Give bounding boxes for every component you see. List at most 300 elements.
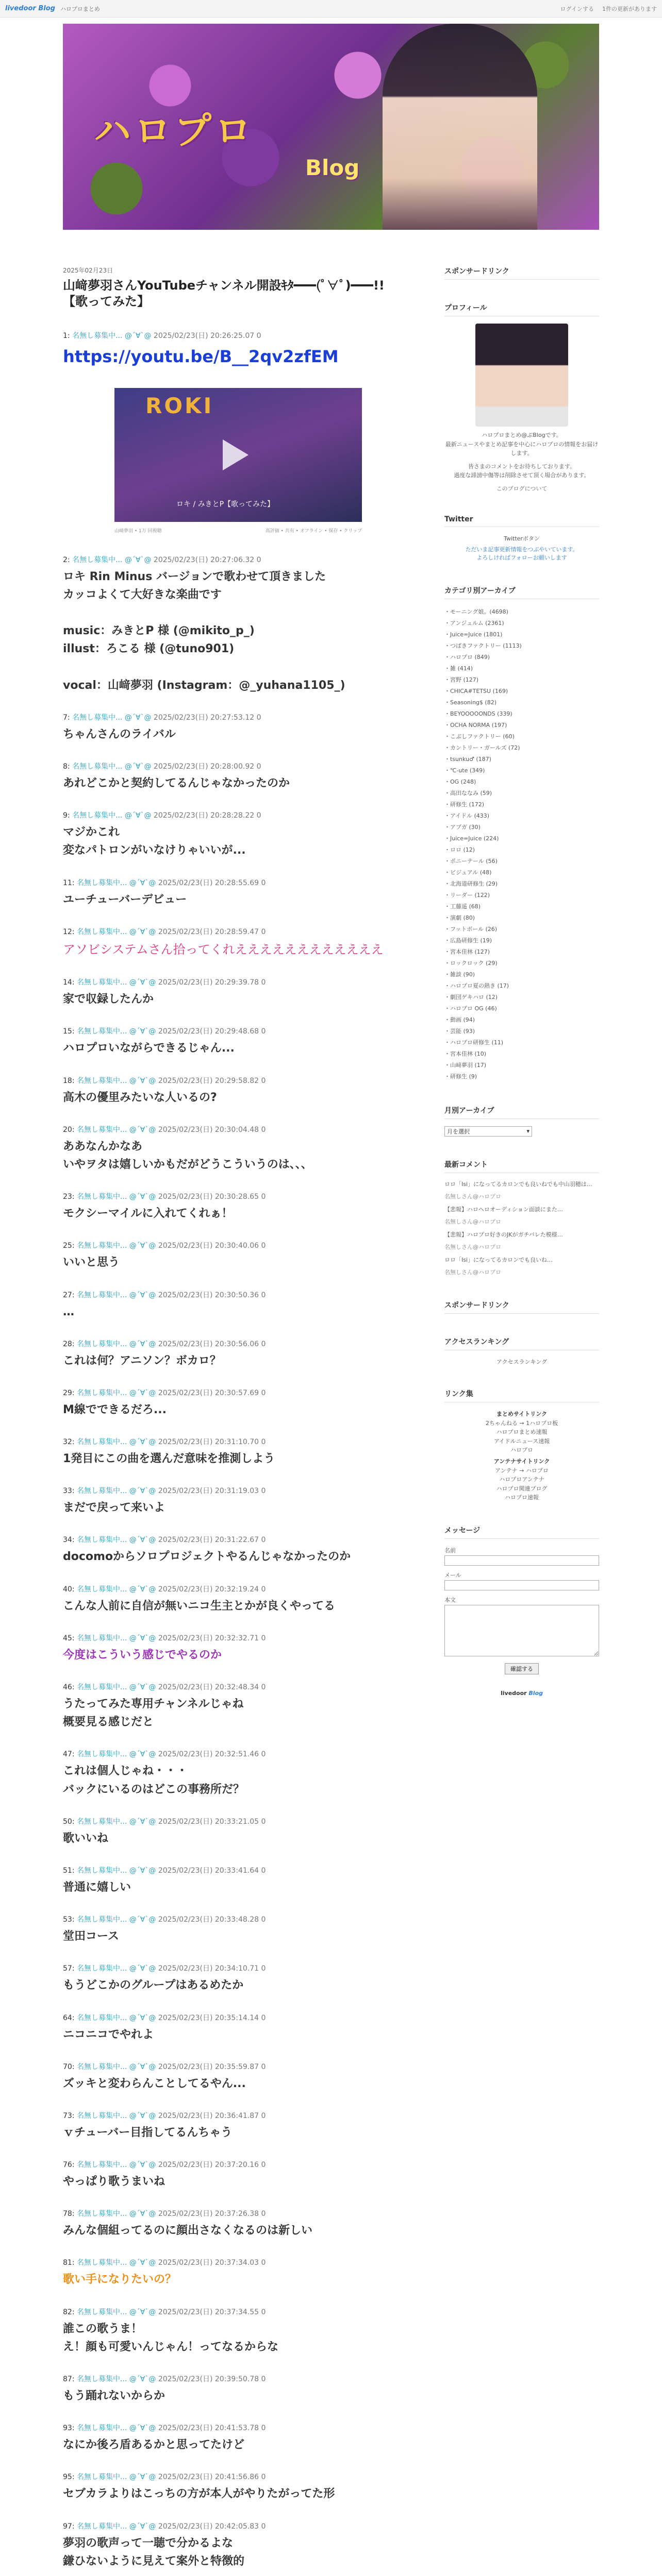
category-item[interactable]: ・ リーダー (122): [444, 890, 599, 901]
access-ranking-heading: アクセスランキング: [444, 1336, 599, 1350]
comment-author[interactable]: 名無し募集中...: [72, 555, 123, 564]
category-item[interactable]: ・ カントリー・ガールズ (72): [444, 742, 599, 754]
category-item[interactable]: ・ 広島研修生 (19): [444, 935, 599, 946]
recent-comment-author[interactable]: 名無しさん@ハロプロ: [444, 1218, 501, 1226]
comment-item: [63, 761, 393, 792]
comment-meta: [63, 1485, 393, 1496]
links-heading: リンク集: [444, 1388, 599, 1402]
recent-comment-link[interactable]: ロロ「Isi」になってるカロンでも良いね…: [444, 1256, 553, 1263]
comment-date: 2025/02/23(日) 20:30:40.06 0: [158, 1242, 266, 1250]
comment-author[interactable]: 名無し募集中...: [76, 2308, 127, 2316]
comment-number: 29:: [63, 1388, 75, 1397]
comment-date: 2025/02/23(日) 20:28:59.47 0: [158, 927, 266, 936]
sponsor-heading: スポンサードリンク: [444, 266, 599, 280]
comment-meta: [63, 2110, 393, 2121]
comment-author[interactable]: 名無し募集中...: [76, 1076, 127, 1085]
comment-meta: [63, 1914, 393, 1924]
comment-date: 2025/02/23(日) 20:33:48.28 0: [158, 1916, 266, 1924]
comment-item: [63, 2208, 393, 2240]
comment-date: 2025/02/23(日) 20:26:25.07 0: [153, 332, 261, 341]
comment-id: @ˊ∀ˋ@: [129, 2210, 156, 2218]
category-item[interactable]: ・ ハロプロ夏の熱き (17): [444, 980, 599, 992]
comment-author[interactable]: 名無し募集中...: [76, 1536, 127, 1545]
category-item[interactable]: ・ BEYOOOOONDS (339): [444, 708, 599, 720]
sidebar: [444, 230, 599, 2576]
comment-date: 2025/02/23(日) 20:37:26.38 0: [158, 2210, 266, 2218]
comment-date: 2025/02/23(日) 20:42:05.83 0: [158, 2522, 266, 2531]
chevron-down-icon: ▾: [526, 1128, 529, 1135]
blogroll-link[interactable]: ハロプロまとめ速報: [496, 1429, 548, 1436]
comment-body: アソビシステムさん拾ってくれええええええええええええ: [63, 942, 384, 957]
comment-author[interactable]: 名無し募集中...: [76, 1817, 127, 1826]
twitter-button[interactable]: Twitterボタン: [504, 535, 540, 542]
category-item[interactable]: ・ 宮本佳林 (10): [444, 1048, 599, 1060]
recent-comment-author[interactable]: 名無しさん@ハロプロ: [444, 1269, 501, 1276]
category-item[interactable]: ・ 芸能 (93): [444, 1026, 599, 1037]
comment-body: なにか後ろ盾あるかと思ってたけど: [63, 2438, 245, 2452]
comment-author[interactable]: 名無し募集中...: [76, 1964, 127, 1973]
category-item[interactable]: ・ 演劇 (80): [444, 912, 599, 924]
comment-meta: [63, 1240, 393, 1250]
comment-item: [63, 2159, 393, 2191]
comment-meta: [63, 1387, 393, 1398]
comment-author[interactable]: 名無し募集中...: [76, 978, 127, 987]
comment-date: 2025/02/23(日) 20:31:22.67 0: [158, 1536, 266, 1545]
header-banner[interactable]: [63, 24, 599, 230]
comment-item: [63, 2012, 393, 2044]
blogroll-link[interactable]: ハロプロアンテナ: [499, 1476, 544, 1483]
comment-date: 2025/02/23(日) 20:37:34.03 0: [158, 2259, 266, 2267]
category-item[interactable]: ・ アイドル (433): [444, 810, 599, 822]
name-input[interactable]: [444, 1555, 599, 1566]
comment-author[interactable]: 名無し募集中...: [76, 1193, 127, 1201]
comment-item: [63, 2307, 393, 2356]
updates-link[interactable]: 1件の更新があります: [602, 5, 657, 12]
comment-item: [63, 810, 393, 859]
category-item[interactable]: ・ ロックロック (29): [444, 958, 599, 969]
comment-body: 普通に嬉しい: [63, 1880, 131, 1894]
youtube-link[interactable]: https://youtu.be/B__2qv2zfEM: [63, 347, 339, 367]
comment-number: 46:: [63, 1683, 75, 1692]
comment-item: [63, 1338, 393, 1370]
blogroll-link[interactable]: 2ちゃんねる → 1ハロプロ板: [485, 1419, 558, 1427]
comment-body: M線でできるだろ...: [63, 1403, 167, 1416]
comment-item: [63, 1240, 393, 1272]
comment-date: 2025/02/23(日) 20:31:19.03 0: [158, 1487, 266, 1496]
recent-comment-link[interactable]: 【悲報】ハロヘロオーディション面談にまた…: [444, 1206, 563, 1213]
comment-item: [63, 977, 393, 1008]
comment-number: 78:: [63, 2210, 75, 2218]
video-caption: ロキ / みきとP【歌ってみた】: [176, 500, 275, 509]
twitter-heading: Twitter: [444, 515, 599, 527]
comment-number: 51:: [63, 1866, 75, 1875]
blogroll-link[interactable]: ハロプロ速報: [505, 1494, 539, 1501]
comment-meta: [63, 1338, 393, 1349]
comment-number: 40:: [63, 1585, 75, 1594]
access-ranking-image[interactable]: アクセスランキング: [496, 1358, 548, 1365]
comment-item: [63, 2471, 393, 2503]
comment-id: @ˊ∀ˋ@: [124, 555, 152, 564]
body-label: 本文: [444, 1596, 456, 1603]
profile-image: [475, 324, 568, 427]
category-item[interactable]: ・ ハロプロ (849): [444, 652, 599, 663]
comment-number: 47:: [63, 1750, 75, 1759]
recent-comments-heading: 最新コメント: [444, 1159, 599, 1173]
category-item[interactable]: ・ 研修生 (9): [444, 1071, 599, 1082]
comment-date: 2025/02/23(日) 20:39:50.78 0: [158, 2375, 266, 2384]
comment-author[interactable]: 名無し募集中...: [76, 1242, 127, 1250]
comment-meta: [63, 1290, 393, 1300]
comment-id: @ˊ∀ˋ@: [129, 1964, 156, 1973]
comment-meta: [63, 1534, 393, 1545]
video-actions[interactable]: 高評価 • 共有 • オフライン • 保存 • クリップ: [265, 528, 362, 534]
comment-author[interactable]: 名無し募集中...: [76, 1438, 127, 1447]
category-item[interactable]: ・ こぶしファクトリー (60): [444, 731, 599, 742]
comment-number: 9:: [63, 811, 70, 820]
top-bar: [0, 0, 662, 18]
comment-body: あれどこかと契約してるんじゃなかったのか: [63, 777, 290, 790]
comment-item: [63, 1290, 393, 1321]
comment-author[interactable]: 名無し募集中...: [76, 1750, 127, 1759]
comment-meta: [63, 712, 393, 722]
comment-date: 2025/02/23(日) 20:35:59.87 0: [158, 2062, 266, 2071]
category-item[interactable]: ・ フットボール (26): [444, 924, 599, 935]
comment-id: @ˊ∀ˋ@: [129, 1388, 156, 1397]
comment-id: @ˊ∀ˋ@: [129, 1866, 156, 1875]
comment-author[interactable]: 名無し募集中...: [76, 1487, 127, 1496]
comment-number: 7:: [63, 713, 70, 722]
comment-item: [63, 877, 393, 909]
post-title[interactable]: 山﨑夢羽さんYouTubeチャンネル開設ｷﾀ━━━(ﾟ∀ﾟ)━━━!!【歌ってみた】: [63, 278, 385, 309]
comment-date: 2025/02/23(日) 20:28:55.69 0: [158, 878, 266, 887]
comment-body: マジかこれ 変なパトロンがいなけりゃいいが...: [63, 826, 246, 857]
comment-meta: [63, 810, 393, 820]
comment-number: 15:: [63, 1027, 75, 1036]
comment-meta: [63, 1682, 393, 1692]
comment-body: 歌いいね: [63, 1832, 109, 1845]
comment-author[interactable]: 名無し募集中...: [72, 713, 123, 722]
comment-number: 76:: [63, 2161, 75, 2170]
comment-date: 2025/02/23(日) 20:27:06.32 0: [153, 555, 261, 564]
comment-date: 2025/02/23(日) 20:29:48.68 0: [158, 1027, 266, 1036]
category-item[interactable]: ・ 動画 (94): [444, 1014, 599, 1026]
comment-body: もう踊れないからか: [63, 2389, 166, 2403]
category-item[interactable]: ・ ポニーテール (56): [444, 856, 599, 867]
comment-body: モクシーマイルに入れてくれぁ！: [63, 1207, 233, 1221]
recent-comment-link[interactable]: 【悲報】ハロプロ好きのJKがガチバレた模様…: [444, 1231, 563, 1238]
comment-author[interactable]: 名無し募集中...: [76, 2062, 127, 2071]
comment-id: @ˊ∀ˋ@: [129, 1487, 156, 1496]
comment-number: 28:: [63, 1340, 75, 1348]
category-item[interactable]: ・ Juice=Juice (1801): [444, 629, 599, 640]
comment-meta: [63, 1963, 393, 1973]
comment-item: [63, 1633, 393, 1664]
comment-number: 8:: [63, 762, 70, 771]
comment-date: 2025/02/23(日) 20:28:28.22 0: [153, 811, 261, 820]
comment-author[interactable]: 名無し募集中...: [76, 1340, 127, 1348]
category-item[interactable]: ・ 宮本佳林 (127): [444, 946, 599, 958]
comment-number: 27:: [63, 1291, 75, 1299]
category-item[interactable]: ・ 研修生 (172): [444, 799, 599, 810]
comment-item: [63, 1865, 393, 1896]
blogroll-link[interactable]: ハロプロ: [510, 1447, 533, 1454]
comment-author[interactable]: 名無し募集中...: [76, 2111, 127, 2120]
message-textarea[interactable]: [444, 1605, 599, 1656]
comment-meta: [63, 1816, 393, 1826]
confirm-button[interactable]: 確認する: [505, 1663, 539, 1674]
comment-id: @ˊ∀ˋ@: [129, 2473, 156, 2482]
comment-author[interactable]: 名無し募集中...: [76, 1585, 127, 1594]
comment-item: [63, 2374, 393, 2405]
comment-author[interactable]: 名無し募集中...: [76, 2473, 127, 2482]
recent-comment-author[interactable]: 名無しさん@ハロプロ: [444, 1193, 501, 1200]
comment-id: @ˊ∀ˋ@: [129, 1683, 156, 1692]
play-icon[interactable]: [223, 439, 249, 470]
category-item[interactable]: ・ Juice=Juice (224): [444, 833, 599, 844]
link-list: [444, 1410, 599, 1502]
comment-number: 50:: [63, 1817, 75, 1826]
comment-body: みんな個組ってるのに顔出さなくなるのは新しい: [63, 2224, 313, 2238]
comment-author[interactable]: 名無し募集中...: [76, 2375, 127, 2384]
comment-meta: [63, 1075, 393, 1086]
comment-meta: [63, 2208, 393, 2218]
comment-item: [63, 2521, 393, 2570]
comment-id: @ˊ∀ˋ@: [129, 1817, 156, 1826]
comment-author[interactable]: 名無し募集中...: [76, 1866, 127, 1875]
comment-id: @ˊ∀ˋ@: [129, 1634, 156, 1642]
category-item[interactable]: ・ ハロプロ OG (46): [444, 1003, 599, 1014]
comment-body: 歌い手になりたいの？: [63, 2273, 177, 2286]
comment-date: 2025/02/23(日) 20:41:56.86 0: [158, 2473, 266, 2482]
comment-author[interactable]: 名無し募集中...: [76, 1388, 127, 1397]
message-heading: メッセージ: [444, 1525, 599, 1539]
comment-id: @ˊ∀ˋ@: [129, 2424, 156, 2433]
comment-meta: [63, 2159, 393, 2170]
category-item[interactable]: ・ CHICA#TETSU (169): [444, 686, 599, 697]
comment-body: いいと思う: [63, 1256, 120, 1269]
comment-meta: [63, 2012, 393, 2023]
comment-body: 1発目にこの曲を選んだ意味を推測しよう: [63, 1452, 275, 1466]
category-item[interactable]: ・ ロロ (12): [444, 844, 599, 856]
comment-id: @ˊ∀ˋ@: [129, 2013, 156, 2022]
comment-item: [63, 2061, 393, 2093]
comment-body: セブカラよりはこっちの方が本人がやりたがってた形: [63, 2487, 335, 2501]
blogroll-link[interactable]: ハロプロ関連ブログ: [496, 1485, 548, 1492]
sponsor-heading-2: スポンサードリンク: [444, 1300, 599, 1314]
comment-item: [63, 1682, 393, 1731]
comment-id: @ˊ∀ˋ@: [129, 1027, 156, 1036]
comment-body: 誰この歌うま！ え！顔も可愛いんじゃん！ってなるからな: [63, 2322, 279, 2353]
comment-author[interactable]: 名無し募集中...: [76, 2424, 127, 2433]
livedoor-logo[interactable]: livedoor Blog: [5, 5, 55, 12]
comment-item: [63, 1749, 393, 1798]
category-item[interactable]: ・ 山﨑夢羽 (17): [444, 1060, 599, 1071]
comment-author[interactable]: 名無し募集中...: [76, 1683, 127, 1692]
comment-meta: [63, 330, 393, 341]
comment-number: 25:: [63, 1242, 75, 1250]
about-blog-link[interactable]: このブログについて: [496, 485, 548, 492]
comment-body: ああなんかなあ いやヲタは嬉しいかもだがどうこういうのは、、、: [63, 1140, 312, 1171]
comment-body: 今度はこういう感じでやるのか: [63, 1648, 222, 1662]
category-item[interactable]: ・ ℃-ute (349): [444, 765, 599, 776]
comment-author[interactable]: 名無し募集中...: [76, 2013, 127, 2022]
comment-number: 53:: [63, 1916, 75, 1924]
category-item[interactable]: ・ ビジュアル (48): [444, 867, 599, 878]
category-item[interactable]: ・ tsunku♂ (187): [444, 754, 599, 765]
comment-id: @ˊ∀ˋ@: [129, 2111, 156, 2120]
comment-author[interactable]: 名無し募集中...: [76, 878, 127, 887]
comment-body: 夢羽の歌声って一聴で分かるよな 鎌ひないように見えて案外と特徴的: [63, 2536, 245, 2568]
comment-date: 2025/02/23(日) 20:32:48.34 0: [158, 1683, 266, 1692]
comment-author[interactable]: 名無し募集中...: [76, 2210, 127, 2218]
comment-meta: [63, 1124, 393, 1134]
month-select[interactable]: 月を選択 ▾: [444, 1126, 532, 1137]
comment-id: @ˊ∀ˋ@: [129, 2259, 156, 2267]
comment-number: 34:: [63, 1536, 75, 1545]
comment-meta: [63, 977, 393, 987]
comment-author[interactable]: 名無し募集中...: [76, 1125, 127, 1134]
monthly-heading: 月別アーカイブ: [444, 1105, 599, 1119]
comment-date: 2025/02/23(日) 20:41:53.78 0: [158, 2424, 266, 2433]
comment-body: うたってみた専用チャンネルじゃね 概要見る感じだと: [63, 1698, 244, 1729]
comment-body: これは何？アニソン？ボカロ？: [63, 1354, 221, 1367]
comment-date: 2025/02/23(日) 20:27:53.12 0: [153, 713, 261, 722]
comment-number: 33:: [63, 1487, 75, 1496]
comment-id: @ˊ∀ˋ@: [129, 1585, 156, 1594]
name-label: 名前: [444, 1547, 456, 1554]
comment-meta: [63, 2374, 393, 2384]
comment-date: 2025/02/23(日) 20:30:50.36 0: [158, 1291, 266, 1299]
category-item[interactable]: ・ OG (248): [444, 776, 599, 788]
comment-date: 2025/02/23(日) 20:33:41.64 0: [158, 1866, 266, 1875]
comment-item: [63, 712, 393, 743]
recent-comment-link[interactable]: ロロ「Isi」になってるカロンでも良いねでも中山羽穂は…: [444, 1180, 592, 1188]
category-item[interactable]: ・ つばきファクトリー (1113): [444, 640, 599, 652]
comment-item: [63, 1963, 393, 1994]
category-heading: カテゴリ別アーカイブ: [444, 585, 599, 599]
category-item[interactable]: ・ アプガ (30): [444, 822, 599, 833]
comment-body: やっぱり歌うまいね: [63, 2175, 166, 2189]
twitter-note: ただいま記事更新情報をつぶやいています。 よろしければフォローお願いします: [465, 546, 578, 562]
site-tagline: ハロプロまとめ: [60, 5, 100, 12]
video-channel[interactable]: 山﨑夢羽 • 1万 回視聴: [114, 528, 162, 534]
comment-body: ユーチューバーデビュー: [63, 893, 187, 906]
comment-body: ロキ Rin Minus バージョンで歌わせて頂きました カッコよくて大好きな楽曲です music：みきとP 様 (@mikito_p_) illust：ろこる 様 (@tuno901) vocal：山﨑夢羽 (Instagram：@_yuhana1105_): [63, 570, 345, 692]
comment-number: 14:: [63, 978, 75, 987]
footer-livedoor-logo[interactable]: livedoor Blog: [500, 1689, 543, 1697]
comment-item: [63, 1075, 393, 1107]
comment-author[interactable]: 名無し募集中...: [76, 1916, 127, 1924]
comment-meta: [63, 1633, 393, 1643]
comment-meta: [63, 2521, 393, 2531]
comment-meta: [63, 2422, 393, 2433]
comment-body: …: [63, 1305, 74, 1318]
category-item[interactable]: ・ アンジュルム (2361): [444, 618, 599, 629]
video-title-art: ROKI: [145, 393, 214, 418]
blogroll-link[interactable]: アイドルニュース速報: [493, 1437, 550, 1445]
mail-label: メール: [444, 1571, 461, 1579]
comment-body: ｖチューバー目指してるんちゃう: [63, 2126, 233, 2139]
comment-meta: [63, 1191, 393, 1201]
video-thumbnail[interactable]: [114, 388, 362, 522]
comment-item: [63, 1534, 393, 1566]
comment-number: 93:: [63, 2424, 75, 2433]
comment-author[interactable]: 名無し募集中...: [76, 1027, 127, 1036]
comment-author[interactable]: 名無し募集中...: [72, 811, 123, 820]
login-link[interactable]: ログインする: [560, 5, 594, 12]
comment-body: docomoからソロプロジェクトやるんじゃなかったのか: [63, 1550, 351, 1564]
comment-item: [63, 2110, 393, 2142]
profile-notice: 皆さまのコメントをお待ちしております。 過度な誹謗中傷等は削除させて頂く場合があります。: [454, 463, 590, 479]
banner-photo: [383, 24, 537, 230]
category-item[interactable]: ・ 雑 (414): [444, 663, 599, 674]
category-item[interactable]: ・ 宮野 (127): [444, 674, 599, 686]
comment-date: 2025/02/23(日) 20:28:00.92 0: [153, 762, 261, 771]
category-item[interactable]: ・ 高田ななみ (59): [444, 788, 599, 799]
comment-item: [63, 330, 393, 370]
comment-date: 2025/02/23(日) 20:30:57.69 0: [158, 1388, 266, 1397]
comment-number: 20:: [63, 1125, 75, 1134]
recent-comment-author[interactable]: 名無しさん@ハロプロ: [444, 1244, 501, 1251]
comment-id: @ˊ∀ˋ@: [129, 1242, 156, 1250]
comment-date: 2025/02/23(日) 20:29:58.82 0: [158, 1076, 266, 1085]
comment-body: こんな人前に自信が無いニコ生主とかが良くやってる: [63, 1599, 336, 1613]
comment-number: 12:: [63, 927, 75, 936]
category-item[interactable]: ・ 劇団ゲキハロ (12): [444, 992, 599, 1003]
comment-author[interactable]: 名無し募集中...: [76, 2161, 127, 2170]
comment-meta: [63, 1436, 393, 1447]
comment-meta: [63, 1026, 393, 1036]
category-item[interactable]: ・ Seasoning$ (82): [444, 697, 599, 708]
category-item[interactable]: ・ 北海道研修生 (29): [444, 878, 599, 890]
comment-date: 2025/02/23(日) 20:32:32.71 0: [158, 1634, 266, 1642]
comment-id: @ˊ∀ˋ@: [129, 1291, 156, 1299]
comment-id: @ˊ∀ˋ@: [129, 1125, 156, 1134]
comment-item: [63, 1124, 393, 1174]
comment-body: もうどこかのグループはあるめたか: [63, 1979, 244, 1992]
blogroll-link[interactable]: アンテナサイトリンク: [493, 1458, 550, 1465]
comment-id: @ˊ∀ˋ@: [129, 1750, 156, 1759]
category-item[interactable]: ・ 工藤遥 (68): [444, 901, 599, 912]
mail-input[interactable]: [444, 1580, 599, 1590]
comment-author[interactable]: 名無し募集中...: [72, 762, 123, 771]
comment-id: @ˊ∀ˋ@: [129, 1916, 156, 1924]
comment-author[interactable]: 名無し募集中...: [72, 332, 123, 341]
category-item[interactable]: ・ モーニング娘。(4698): [444, 606, 599, 618]
blogroll-link[interactable]: アンテナ → ハロプロ: [495, 1467, 549, 1474]
comment-item: [63, 1387, 393, 1419]
profile-description: ハロプロまとめ@ぶBlogです。 最新ニュースやまとめ記事を中心にハロプロの情報をお届けします。: [445, 432, 599, 457]
comment-number: 97:: [63, 2522, 75, 2531]
comment-meta: [63, 877, 393, 888]
category-item[interactable]: ・ 雑談 (90): [444, 969, 599, 980]
blogroll-link[interactable]: まとめサイトリンク: [496, 1410, 547, 1417]
comment-number: 18:: [63, 1076, 75, 1085]
comment-author[interactable]: 名無し募集中...: [76, 927, 127, 936]
comment-body: ハロプロいながらできるじゃん...: [63, 1042, 235, 1055]
comment-date: 2025/02/23(日) 20:30:04.48 0: [158, 1125, 266, 1134]
comment-meta: [63, 1865, 393, 1875]
comment-author[interactable]: 名無し募集中...: [76, 1634, 127, 1642]
comment-author[interactable]: 名無し募集中...: [76, 2259, 127, 2267]
comment-author[interactable]: 名無し募集中...: [76, 1291, 127, 1299]
category-item[interactable]: ・ ハロプロ研修生 (11): [444, 1037, 599, 1048]
main-content: [63, 230, 393, 2576]
comment-meta: [63, 2257, 393, 2267]
comment-meta: [63, 926, 393, 937]
category-item[interactable]: ・ OCHA NORMA (197): [444, 720, 599, 731]
comment-author[interactable]: 名無し募集中...: [76, 2522, 127, 2531]
